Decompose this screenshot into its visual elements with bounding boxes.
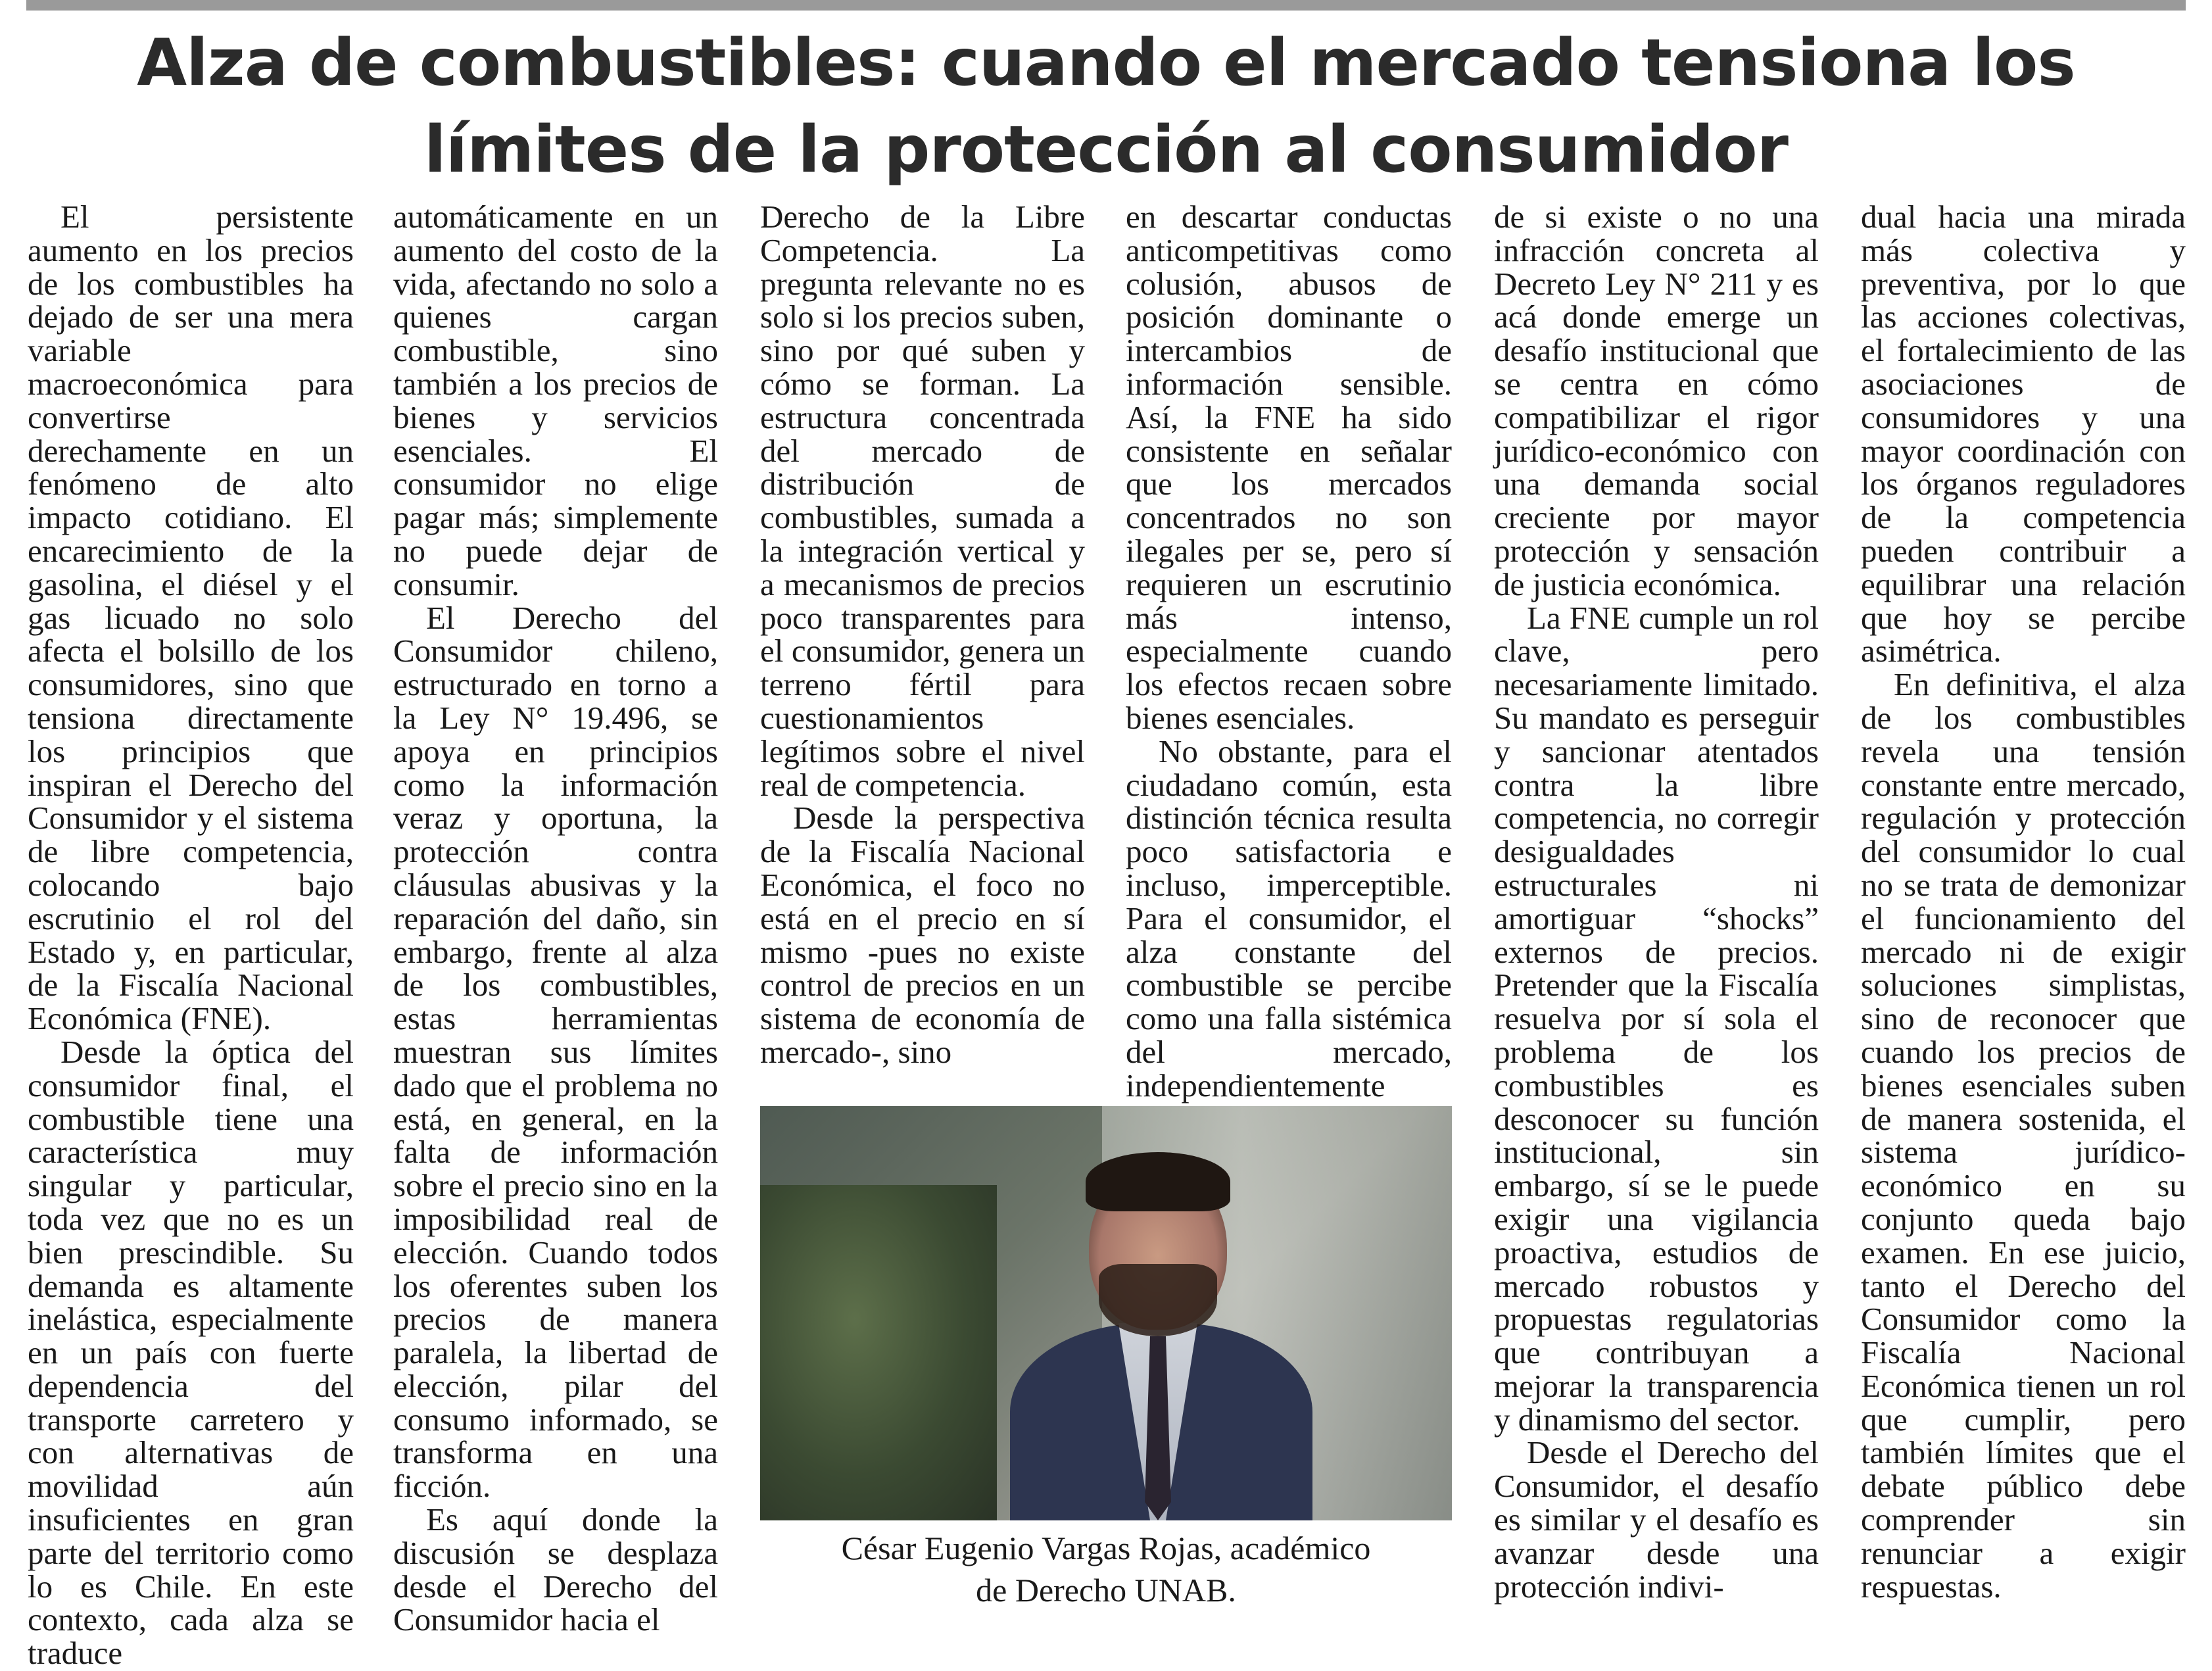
portrait-hair bbox=[1086, 1152, 1230, 1211]
article-column-3 bbox=[760, 201, 1085, 1075]
paragraph: El Derecho del Consumidor chileno, estructurado en torno a la Ley N° 19.496, se apoya en principios como la información veraz y oportuna, la protección contra cláusulas abusivas y la reparación del daño, sin embargo, frente al alza de los combustibles, estas herramientas muestran sus límites dado que el problema no está, en general, en la falta de información sobre el precio sino en la imposibilidad real de elección. Cuando todos los oferentes suben los precios de manera paralela, la libertad de elección, pilar del consumo informado, se transforma en una ficción. bbox=[393, 599, 718, 1505]
author-portrait-photo bbox=[760, 1106, 1452, 1520]
headline-line-1: Alza de combustibles: cuando el mercado tensiona los bbox=[137, 26, 2075, 101]
portrait-beard bbox=[1099, 1264, 1217, 1336]
paragraph: Desde la óptica del consumidor final, el combustible tiene una característica muy singular y particular, toda vez que no es un bien prescindible. Su demanda es altamente inelástica, especialmente en un país con fuerte dependencia del transporte carretero y con alternativas de movilidad aún insuficientes en gran parte del territorio como lo es Chile. En este contexto, cada alza se traduce bbox=[28, 1033, 354, 1671]
article-column-2 bbox=[393, 201, 718, 1637]
paragraph: Desde la perspectiva de la Fiscalía Nacional Económica, el foco no está en el precio en sí mismo -pues no existe control de precios en un sistema de economía de mercado-, sino bbox=[760, 800, 1085, 1070]
paragraph: Es aquí donde la discusión se desplaza desde el Derecho del Consumidor hacia el bbox=[393, 1501, 718, 1638]
background-plant bbox=[760, 1185, 997, 1520]
paragraph: Derecho de la Libre Competencia. La pregunta relevante no es solo si los precios suben, sino por qué suben y cómo se forman. La estructura concentrada del mercado de distribución de combustibles, sumada a la integración vertical y a mecanismos de precios poco transparentes para el consumidor, genera un terreno fértil para cuestionamientos legítimos sobre el nivel real de competencia. bbox=[760, 199, 1085, 803]
caption-line-2: de Derecho UNAB. bbox=[976, 1572, 1236, 1609]
article-column-4 bbox=[1126, 199, 1452, 1103]
paragraph: En definitiva, el alza de los combustibles revela una tensión constante entre mercado, regulación y protección del consumidor lo cual no se trata de demonizar el funcionamiento del mercado ni de exigir soluciones simplistas, sino de reconocer que cuando los precios de bienes esenciales suben de manera sostenida, el sistema jurídico-económico en su conjunto queda bajo examen. En ese juicio, tanto el Derecho del Consumidor como la Fiscalía Nacional Económica tienen un rol que cumplir, pero también límites que el debate público debe comprender sin renunciar a exigir respuestas. bbox=[1861, 666, 2186, 1605]
paragraph: dual hacia una mirada más colectiva y preventiva, por lo que las acciones colectivas, el fortalecimiento de las asociaciones de consumidores y una mayor coordinación con los órganos reguladores de la competencia pueden contribuir a equilibrar una relación que hoy se percibe asimétrica. bbox=[1861, 199, 2186, 669]
article-column-5 bbox=[1494, 201, 1819, 1603]
paragraph: No obstante, para el ciudadano común, esta distinción técnica resulta poco satisfactoria e incluso, imperceptible. Para el consumidor, el alza constante del combustible se percibe como una falla sistémica del mercado, independientemente bbox=[1126, 733, 1452, 1103]
article-headline bbox=[26, 20, 2186, 193]
paragraph: Desde el Derecho del Consumidor, el desafío es similar y el desafío es avanzar desde una protección indivi- bbox=[1494, 1434, 1819, 1605]
article-column-1 bbox=[28, 201, 354, 1670]
paragraph: de si existe o no una infracción concreta al Decreto Ley N° 211 y es acá donde emerge un desafío institucional que se centra en cómo compatibilizar el rigor jurídico-económico con una demanda social creciente por mayor protección y sensación de justicia económica. bbox=[1494, 199, 1819, 602]
paragraph: El persistente aumento en los precios de los combustibles ha dejado de ser una mera variable macroeconómica para convertirse derechamente en un fenómeno de alto impacto cotidiano. El encarecimiento de la gasolina, el diésel y el gas licuado no solo afecta el bolsillo de los consumidores, sino que tensiona directamente los principios que inspiran el Derecho del Consumidor y el sistema de libre competencia, colocando bajo escrutinio el rol del Estado y, en particular, de la Fiscalía Nacional Económica (FNE). bbox=[28, 199, 354, 1037]
paragraph: automáticamente en un aumento del costo de la vida, afectando no solo a quienes cargan combustible, sino también a los precios de bienes y servicios esenciales. El consumidor no elige pagar más; simplemente no puede dejar de consumir. bbox=[393, 199, 718, 602]
article-column-6 bbox=[1861, 201, 2186, 1603]
paragraph: en descartar conductas anticompetitivas como colusión, abusos de posición dominante o intercambios de información sensible. Así, la FNE ha sido consistente en señalar que los mercados concentrados no son ilegales per se, pero sí requieren un escrutinio más intenso, especialmente cuando los efectos recaen sobre bienes esenciales. bbox=[1126, 199, 1452, 736]
caption-line-1: César Eugenio Vargas Rojas, académico bbox=[841, 1530, 1371, 1566]
paragraph: La FNE cumple un rol clave, pero necesariamente limitado. Su mandato es perseguir y sancionar atentados contra la libre competencia, no corregir desigualdades estructurales ni amortiguar “shocks” externos de precios. Pretender que la Fiscalía resuelva por sí sola el problema de los combustibles es desconocer su función institucional, sin embargo, sí se le puede exigir una vigilancia proactiva, estudios de mercado robustos y propuestas regulatorias que contribuyan a mejorar la transparencia y dinamismo del sector. bbox=[1494, 599, 1819, 1438]
headline-line-2: límites de la protección al consumidor bbox=[424, 112, 1788, 187]
top-rule bbox=[26, 0, 2186, 11]
photo-caption bbox=[760, 1527, 1452, 1611]
